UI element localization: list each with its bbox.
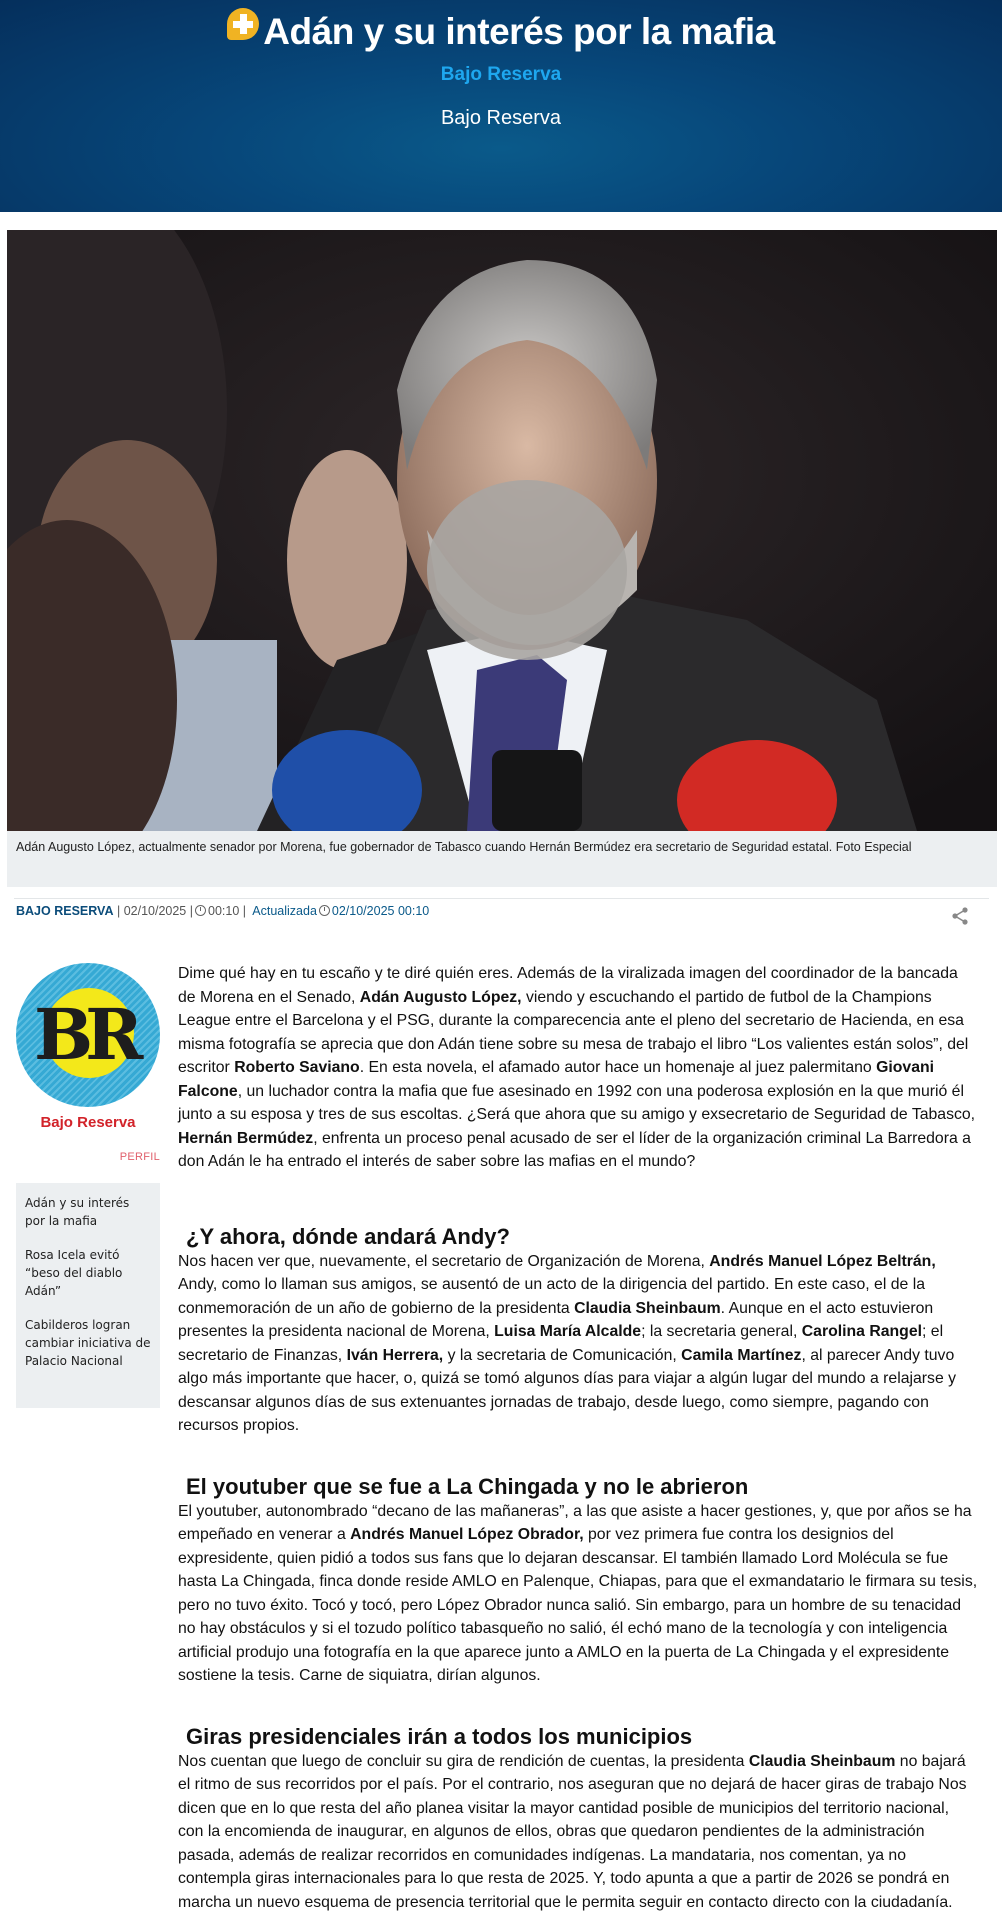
author-name-link[interactable]: Bajo Reserva bbox=[40, 1114, 136, 1131]
author-byline: Bajo Reserva bbox=[440, 107, 562, 129]
section-paragraph: Nos cuentan que luego de concluir su gira de rendición de cuentas, la presidenta Claudia Sheinbaum no bajará el ritmo de sus recorridos por el país. Por el contrario, nos aseguran que no dejará de hacer giras de trabajo Nos dicen que en lo que resta del año planea visitar la mayor cantidad posible de municipios del territorio nacional, con la encomienda de inaugurar, en algunos de ellos, obras que quedaron pendientes de la administración pasada, además de realizar recorridos en comunidades indígenas. La mandataria, nos comentan, ya no contempla giras internacionales para lo que resta de 2025. Y, todo apunta a que a partir de 2026 se pondrá en marcha un nuevo esquema de presencia territorial que le permita seguir en contacto directo con la ciudadanía. bbox=[178, 1752, 967, 1911]
plus-badge-icon bbox=[227, 8, 259, 40]
meta-time: 00:10 bbox=[208, 904, 240, 918]
intro-paragraph: Dime qué hay en tu escaño y te diré quién eres. Además de la viralizada imagen del coordinador de la bancada de Morena en el Senado, Adán Augusto López, viendo y escuchando el partido de futbol de la Champions League entre el Barcelona y el PSG, durante la comparecencia ante el pleno del secretario de Hacienda, en esa misma fotografía se aprecia que don Adán tiene sobre su mesa de trabajo el libro “Los valientes están solos”, del escritor Roberto Saviano. En esta novela, el afamado autor hace un homenaje al juez palermitano Giovani Falcone, un luchador contra la mafia que fue asesinado en 1992 con una poderosa explosión en la que murió él junto a su esposa y tres de sus escoltas. ¿Será que ahora que su amigo y exsecretario de Seguridad de Tabasco, Hernán Bermúdez, enfrenta un proceso penal acusado de ser el líder de la organización criminal La Barredora a don Adán le ha entrado el interés de saber sobre las mafias en el mundo? bbox=[178, 965, 976, 1170]
bold-name: Giovani Falcone bbox=[178, 1059, 935, 1100]
bold-name: Luisa María Alcalde bbox=[494, 1323, 642, 1340]
related-article-link[interactable]: Cabilderos logran cambiar iniciativa de Palacio Nacional bbox=[25, 1318, 151, 1368]
clock-icon bbox=[195, 905, 206, 916]
bold-name: Carolina Rangel bbox=[801, 1323, 923, 1340]
meta-divider bbox=[14, 898, 989, 899]
meta-separator: | bbox=[116, 904, 121, 918]
meta-updated-label: Actualizada bbox=[252, 904, 317, 918]
profile-link[interactable]: PERFIL bbox=[119, 1151, 160, 1163]
meta-separator: | bbox=[189, 904, 193, 918]
bold-name: Camila Martínez bbox=[681, 1346, 802, 1364]
meta-separator: | bbox=[242, 904, 247, 918]
related-article-link[interactable]: Adán y su interés por la mafia bbox=[25, 1196, 130, 1228]
section-heading: Giras presidenciales irán a todos los municipios bbox=[186, 1723, 693, 1749]
bold-name: Iván Herrera, bbox=[346, 1346, 444, 1364]
article-hero bbox=[0, 0, 1002, 212]
author-avatar[interactable] bbox=[16, 963, 160, 1107]
article-title bbox=[0, 8, 1002, 54]
lead-photo bbox=[7, 230, 997, 831]
bold-name: Andrés Manuel López Beltrán, bbox=[709, 1252, 936, 1270]
meta-updated-datetime: 02/10/2025 00:10 bbox=[331, 904, 430, 918]
share-icon[interactable] bbox=[950, 906, 970, 926]
article-meta bbox=[16, 904, 429, 918]
section-heading: ¿Y ahora, dónde andará Andy? bbox=[186, 1223, 510, 1249]
meta-section-link[interactable]: BAJO RESERVA bbox=[16, 904, 114, 918]
photo-illustration bbox=[7, 230, 997, 831]
clock-icon bbox=[319, 905, 330, 916]
section-link[interactable]: Bajo Reserva bbox=[440, 64, 562, 85]
section-paragraph: El youtuber, autonombrado “decano de las mañaneras”, a las que asiste a hacer gestiones, y, que por años se ha empeñado en venerar a Andrés Manuel López Obrador, por vez primera fue contra los designios del expresidente, quien pidió a todos sus fans que lo dejaran descansar. El también llamado Lord Molécula se fue hasta La Chingada, finca donde reside AMLO en Palenque, Chiapas, para que el exmandatario le firmara su tesis, pero no tuvo éxito. Tocó y tocó, pero López Obrador nunca salió. Sin embargo, para un hombre de su tenacidad no hay obstáculos y si el tozudo político tabasqueño no salió, él echó mano de la tecnología y con inteligencia artificial produjo una fotografía en la que aparece junto a AMLO en la puerta de La Chingada y el expresidente sostiene la tesis. Carne de siquiatra, dirían algunos. bbox=[178, 1502, 978, 1684]
bold-name: Roberto Saviano bbox=[234, 1059, 360, 1076]
bold-name: Claudia Sheinbaum bbox=[748, 1752, 896, 1770]
bold-name: Adán Augusto López, bbox=[359, 988, 522, 1006]
bold-name: Claudia Sheinbaum bbox=[574, 1299, 721, 1317]
meta-date: 02/10/2025 bbox=[123, 904, 187, 918]
article-title-text: Adán y su interés por la mafia bbox=[263, 11, 775, 52]
article-body bbox=[178, 962, 978, 1914]
section-paragraph: Nos hacen ver que, nuevamente, el secretario de Organización de Morena, Andrés Manuel López Beltrán, Andy, como lo llaman sus amigos, se ausentó de un acto de la dirigencia del partido. En este caso, el de la conmemoración de un año de gobierno de la presidenta Claudia Sheinbaum. Aunque en el acto estuvieron presentes la presidenta nacional de Morena, Luisa María Alcalde; la secretaria general, Carolina Rangel; el secretario de Finanzas, Iván Herrera, y la secretaria de Comunicación, Camila Martínez, al parecer Andy tuvo algo más importante que hacer, o, quizá se tomó algunos días para viajar a algún lugar del mundo a relajarse y descansar algunos días de sus extenuantes jornadas de trabajo, desde luego, como siempre, pagando con recursos propios. bbox=[178, 1252, 957, 1434]
related-articles bbox=[16, 1183, 160, 1408]
section-heading: El youtuber que se fue a La Chingada y no le abrieron bbox=[186, 1473, 749, 1499]
bold-name: Andrés Manuel López Obrador, bbox=[350, 1526, 584, 1543]
avatar-logo-text: BR bbox=[34, 993, 136, 1076]
related-article-link[interactable]: Rosa Icela evitó “beso del diablo Adán” bbox=[25, 1248, 123, 1298]
bold-name: Hernán Bermúdez bbox=[178, 1129, 314, 1147]
photo-caption: Adán Augusto López, actualmente senador por Morena, fue gobernador de Tabasco cuando Hernán Bermúdez era secretario de Seguridad estatal. Foto Especial bbox=[7, 831, 997, 887]
